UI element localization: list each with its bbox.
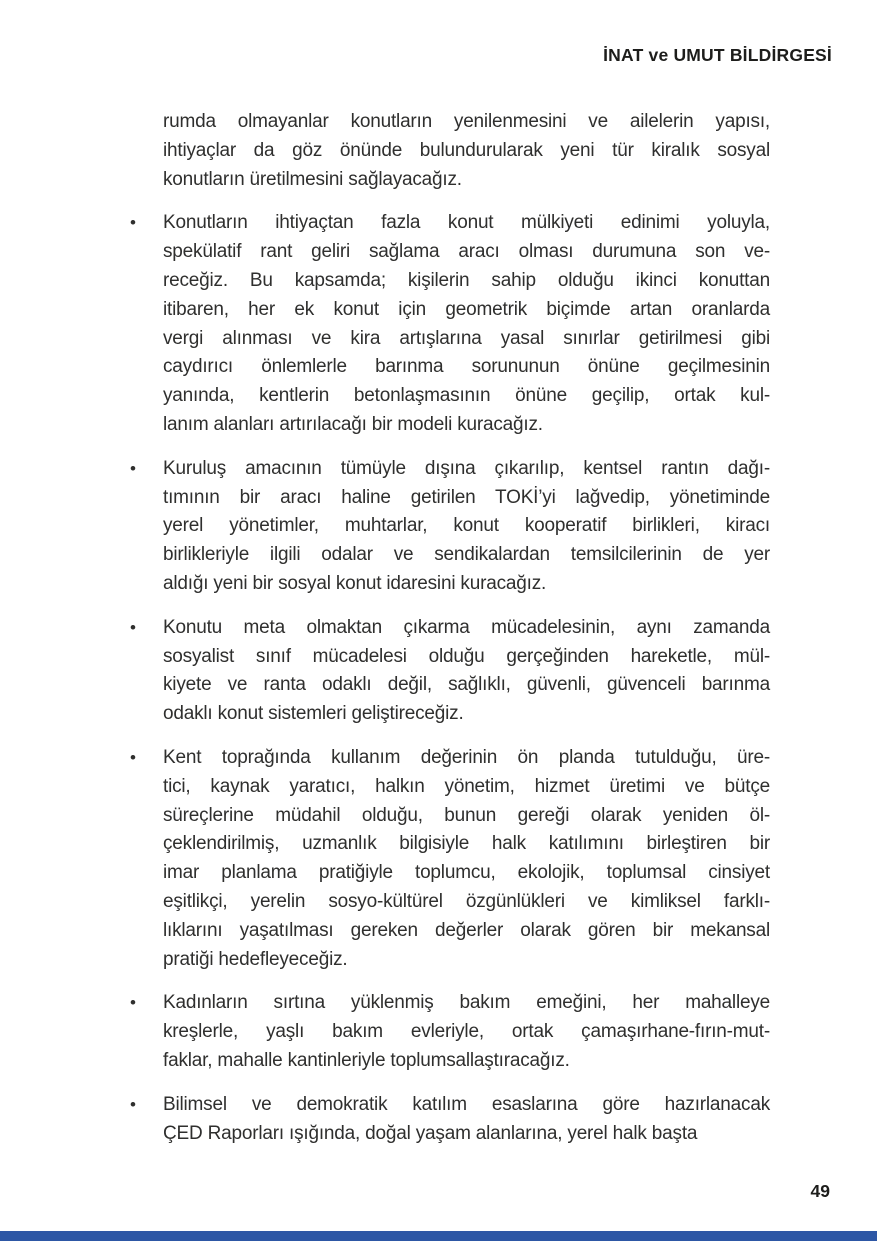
paragraph-text	[163, 455, 770, 599]
paragraph-text	[163, 744, 770, 974]
bullet-marker: •	[130, 747, 136, 767]
text-line: yerel yönetimler, muhtarlar, konut kooperatif birlikleri, kiracı	[163, 515, 770, 537]
paragraph	[128, 108, 770, 194]
bullet-item	[128, 455, 770, 599]
bullet-marker: •	[130, 993, 136, 1013]
bullet-item	[128, 209, 770, 439]
text-line: konutların üretilmesini sağlayacağız.	[163, 168, 462, 190]
paragraph-text	[163, 989, 770, 1075]
paragraph-text	[163, 108, 770, 194]
bullet-item	[128, 614, 770, 729]
bullet-item	[128, 989, 770, 1075]
text-line: eşitlikçi, yerelin sosyo-kültürel özgünlükleri ve kimliksel farklı-	[163, 890, 770, 912]
bullet-marker: •	[130, 458, 136, 478]
bullet-marker: •	[130, 213, 136, 233]
bullet-marker: •	[130, 1094, 136, 1114]
page-number: 49	[810, 1181, 830, 1201]
text-line: Bilimsel ve demokratik katılım esaslarına göre hazırlanacak	[163, 1093, 770, 1115]
text-line: birlikleriyle ilgili odalar ve sendikalardan temsilcilerinin de yer	[163, 544, 770, 566]
text-line: Konutların ihtiyaçtan fazla konut mülkiyeti edinimi yoluyla,	[163, 212, 770, 234]
text-line: lıklarını yaşatılması gereken değerler olarak gören bir mekansal	[163, 919, 770, 941]
text-line: tımının bir aracı haline getirilen TOKİ’yi lağvedip, yönetiminde	[163, 486, 770, 508]
text-line: sosyalist sınıf mücadelesi olduğu gerçeğinden hareketle, mül-	[163, 645, 770, 667]
text-line: çeklendirilmiş, uzmanlık bilgisiyle halk katılımını birleştiren bir	[163, 833, 770, 855]
text-line: pratiği hedefleyeceğiz.	[163, 948, 348, 970]
bullet-marker: •	[130, 617, 136, 637]
text-line: caydırıcı önlemlerle barınma sorununun önüne geçilmesinin	[163, 356, 770, 378]
text-line: Konutu meta olmaktan çıkarma mücadelesinin, aynı zamanda	[163, 616, 770, 638]
text-line: odaklı konut sistemleri geliştireceğiz.	[163, 703, 464, 725]
text-line: Kadınların sırtına yüklenmiş bakım emeğini, her mahalleye	[163, 992, 770, 1014]
text-line: süreçlerine müdahil olduğu, bunun gereği olarak yeniden öl-	[163, 804, 770, 826]
content	[128, 108, 770, 1163]
page-header-title: İNAT ve UMUT BİLDİRGESİ	[603, 45, 832, 65]
text-line: receğiz. Bu kapsamda; kişilerin sahip olduğu ikinci konuttan	[163, 269, 770, 291]
text-line: vergi alınması ve kira artışlarına yasal sınırlar getirilmesi gibi	[163, 327, 770, 349]
text-line: kiyete ve ranta odaklı değil, sağlıklı, güvenli, güvenceli barınma	[163, 674, 770, 696]
text-line: aldığı yeni bir sosyal konut idaresini kuracağız.	[163, 572, 547, 594]
text-line: lanım alanları artırılacağı bir modeli kuracağız.	[163, 413, 543, 435]
text-line: faklar, mahalle kantinleriyle toplumsallaştıracağız.	[163, 1049, 570, 1071]
paragraph-text	[163, 1091, 770, 1149]
text-line: spekülatif rant geliri sağlama aracı olması durumuna son ve-	[163, 241, 770, 263]
paragraph-text	[163, 209, 770, 439]
text-line: Kuruluş amacının tümüyle dışına çıkarılıp, kentsel rantın dağı-	[163, 457, 770, 479]
text-line: tici, kaynak yaratıcı, halkın yönetim, hizmet üretimi ve bütçe	[163, 775, 770, 797]
text-line: Kent toprağında kullanım değerinin ön planda tutulduğu, üre-	[163, 746, 770, 768]
text-line: itibaren, her ek konut için geometrik biçimde artan oranlarda	[163, 298, 770, 320]
footer-bar	[0, 1231, 877, 1241]
text-line: yanında, kentlerin betonlaşmasının önüne geçilip, ortak kul-	[163, 385, 770, 407]
text-line: kreşlerle, yaşlı bakım evleriyle, ortak çamaşırhane-fırın-mut-	[163, 1021, 770, 1043]
text-line: ihtiyaçlar da göz önünde bulundurularak yeni tür kiralık sosyal	[163, 139, 770, 161]
text-line: imar planlama pratiğiyle toplumcu, ekolojik, toplumsal cinsiyet	[163, 862, 770, 884]
text-line: ÇED Raporları ışığında, doğal yaşam alanlarına, yerel halk başta	[163, 1122, 698, 1144]
paragraph-text	[163, 614, 770, 729]
text-line: rumda olmayanlar konutların yenilenmesini ve ailelerin yapısı,	[163, 111, 770, 132]
bullet-item	[128, 744, 770, 974]
bullet-item	[128, 1091, 770, 1149]
